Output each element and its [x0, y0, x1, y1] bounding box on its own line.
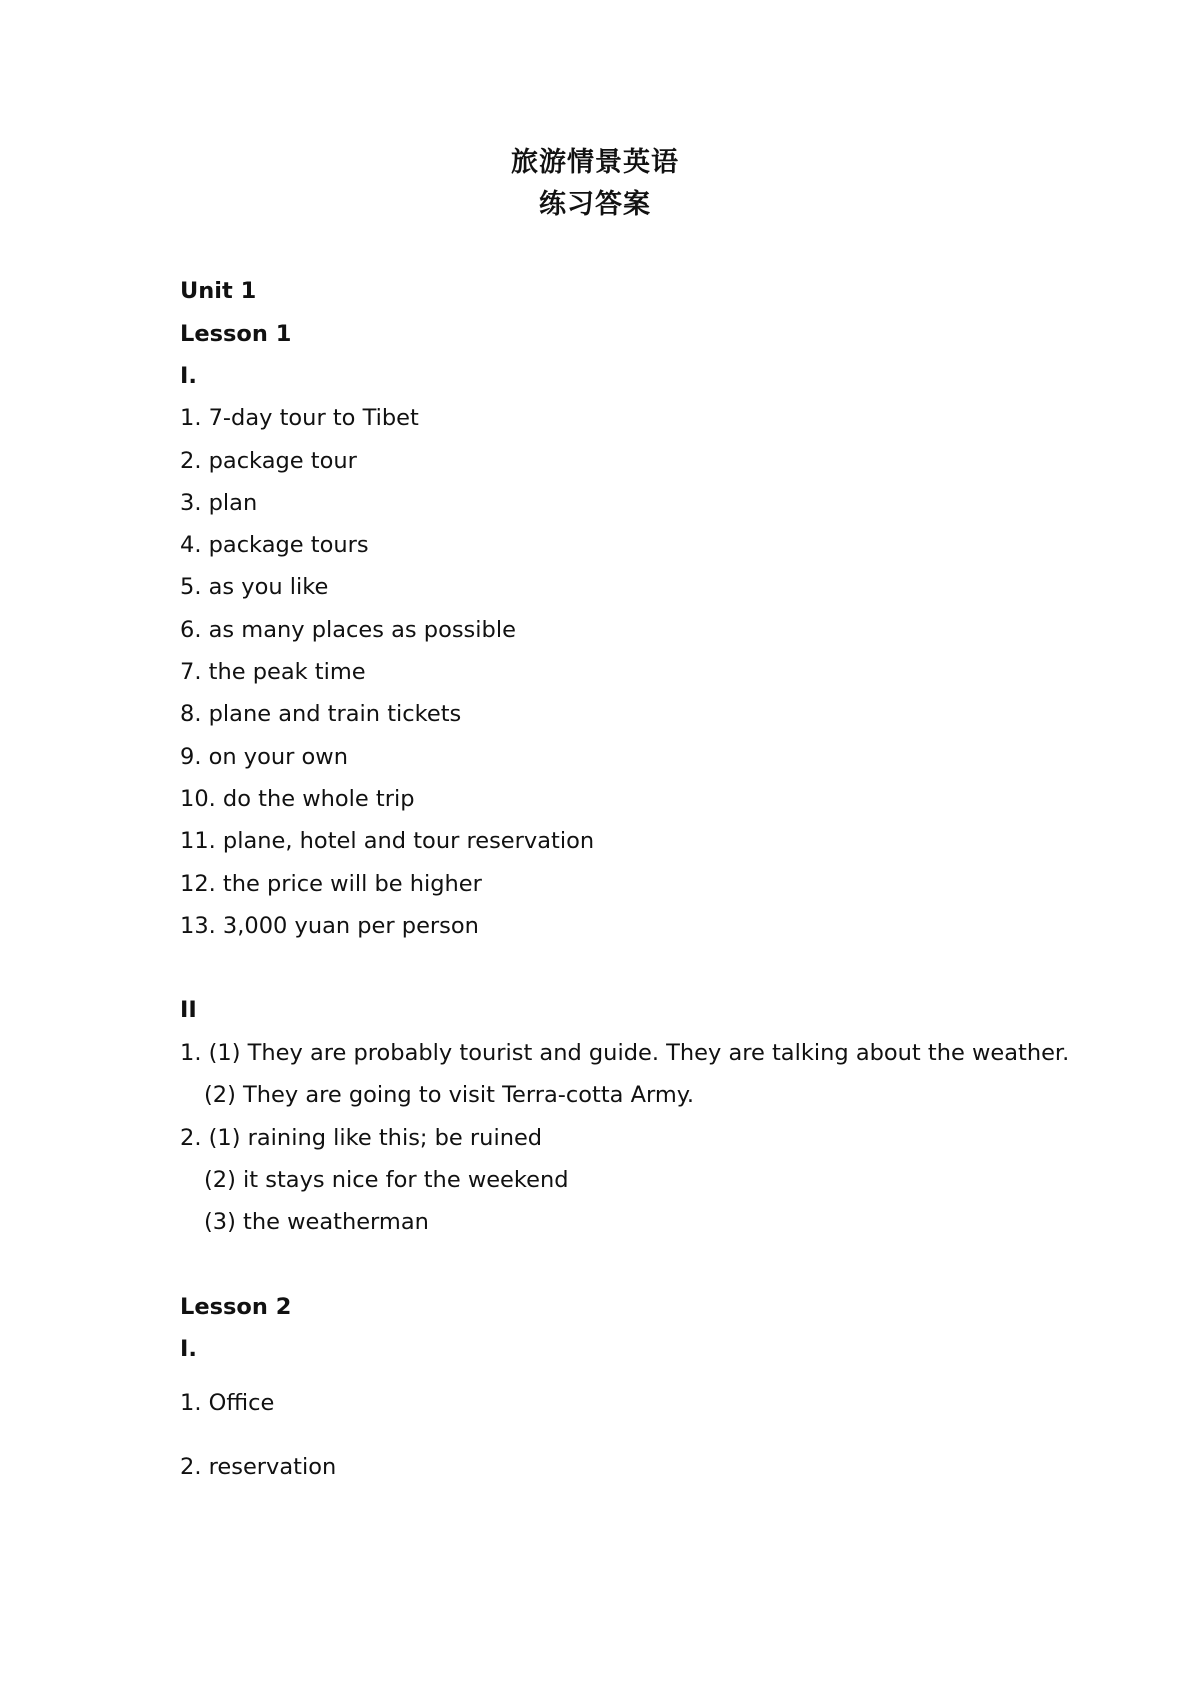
document-subtitle: 练习答案 — [539, 189, 651, 220]
answer-item: 2. (1) raining like this; be ruined — [180, 1125, 543, 1151]
answer-item: 12. the price will be higher — [180, 871, 482, 897]
document-title: 旅游情景英语 — [511, 147, 679, 178]
answer-item: 1. Office — [180, 1390, 275, 1416]
unit-heading: Unit 1 — [180, 278, 257, 304]
answer-item: 1. (1) They are probably tourist and guide. They are talking about the weather. — [180, 1040, 1070, 1066]
part-heading: I. — [180, 1336, 197, 1362]
answer-item: 2. reservation — [180, 1454, 337, 1480]
lesson-heading: Lesson 1 — [180, 321, 292, 347]
answer-item: (3) the weatherman — [204, 1209, 429, 1235]
answer-item: (2) They are going to visit Terra-cotta Army. — [204, 1082, 695, 1108]
part-heading: I. — [180, 363, 197, 389]
part-heading: II — [180, 997, 197, 1023]
answer-item: 6. as many places as possible — [180, 617, 516, 643]
title-block — [0, 142, 1190, 226]
answer-item: (2) it stays nice for the weekend — [204, 1167, 569, 1193]
answer-item: 7. the peak time — [180, 659, 366, 685]
answer-item: 11. plane, hotel and tour reservation — [180, 828, 595, 854]
answer-item: 10. do the whole trip — [180, 786, 415, 812]
answer-item: 3. plan — [180, 490, 258, 516]
answer-item: 8. plane and train tickets — [180, 701, 462, 727]
answer-item: 9. on your own — [180, 744, 348, 770]
answer-item: 5. as you like — [180, 574, 329, 600]
answer-item: 2. package tour — [180, 448, 357, 474]
answer-item: 13. 3,000 yuan per person — [180, 913, 479, 939]
answer-item: 4. package tours — [180, 532, 369, 558]
lesson-heading: Lesson 2 — [180, 1294, 292, 1320]
answer-item: 1. 7-day tour to Tibet — [180, 405, 419, 431]
